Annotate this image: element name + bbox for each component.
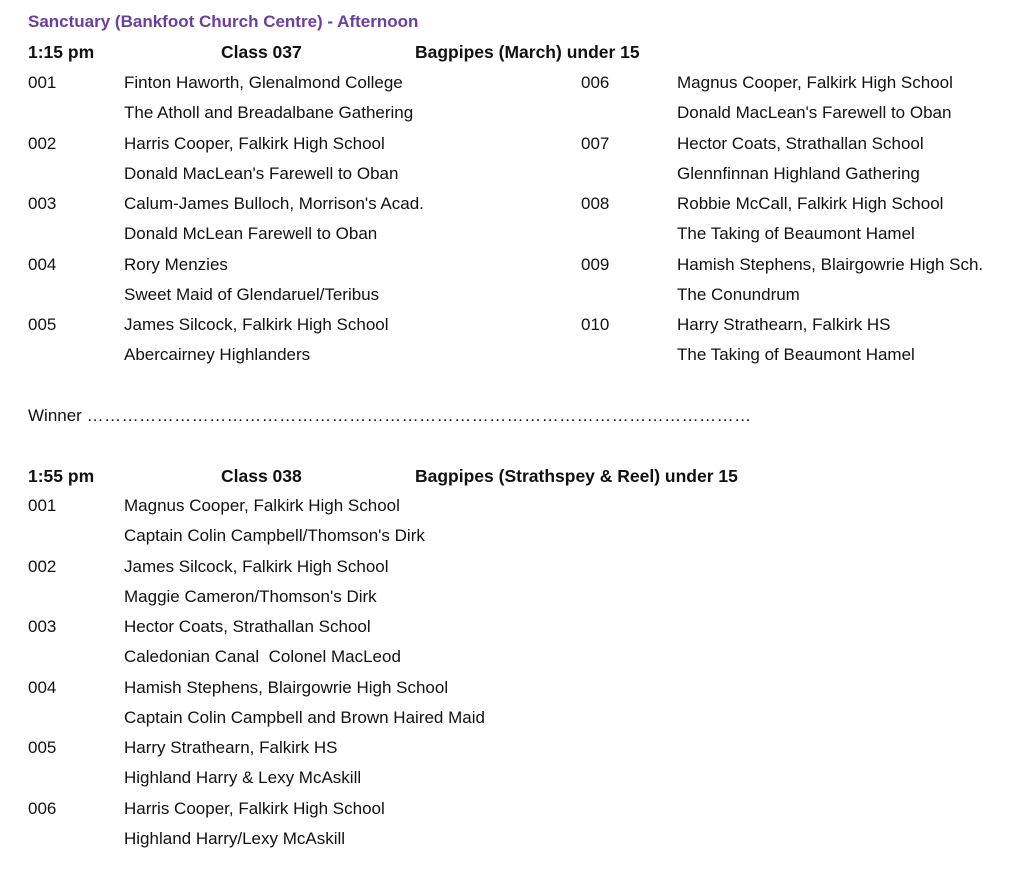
entry-number: 001 bbox=[28, 496, 57, 515]
class-038-number: Class 038 bbox=[221, 466, 302, 486]
entry-tune: Donald MacLean's Farewell to Oban bbox=[124, 163, 399, 183]
entry bbox=[28, 617, 628, 678]
entry bbox=[581, 315, 1021, 376]
entry-tune: Sweet Maid of Glendaruel/Teribus bbox=[124, 284, 380, 304]
class-037-time: 1:15 pm bbox=[28, 42, 95, 62]
class-038-column bbox=[28, 496, 628, 859]
entry-competitor: Robbie McCall, Falkirk High School bbox=[677, 194, 944, 213]
winner-label: Winner bbox=[28, 406, 82, 425]
class-037-title: Bagpipes (March) under 15 bbox=[415, 42, 640, 62]
venue-heading: Sanctuary (Bankfoot Church Centre) - Afternoon bbox=[28, 12, 419, 31]
entry bbox=[581, 255, 1021, 316]
entry-competitor: Hector Coats, Strathallan School bbox=[677, 133, 924, 153]
entry-tune: Glennfinnan Highland Gathering bbox=[677, 163, 920, 183]
entry-number: 006 bbox=[581, 73, 610, 92]
entry-tune: Highland Harry/Lexy McAskill bbox=[124, 828, 346, 848]
entry-competitor: James Silcock, Falkirk High School bbox=[124, 556, 389, 576]
entry-number: 005 bbox=[28, 315, 57, 334]
class-038-title: Bagpipes (Strathspey & Reel) under 15 bbox=[415, 466, 738, 486]
entry-number: 002 bbox=[28, 133, 57, 153]
entry-tune: The Conundrum bbox=[677, 284, 800, 304]
entry-tune: The Taking of Beaumont Hamel bbox=[677, 345, 915, 364]
entry-number: 004 bbox=[28, 254, 57, 274]
entry-tune: Caledonian Canal Colonel MacLeod bbox=[124, 647, 401, 666]
entry-competitor: Hamish Stephens, Blairgowrie High Sch. bbox=[677, 254, 984, 274]
entry-tune: Donald MacLean's Farewell to Oban bbox=[677, 103, 952, 122]
entry-number: 003 bbox=[28, 194, 57, 213]
entry-number: 008 bbox=[581, 194, 610, 213]
entry bbox=[28, 496, 628, 557]
entry-competitor: Harry Strathearn, Falkirk HS bbox=[677, 315, 891, 334]
entry-tune: Maggie Cameron/Thomson's Dirk bbox=[124, 586, 377, 606]
entry-number: 006 bbox=[28, 798, 57, 818]
entry-competitor: Rory Menzies bbox=[124, 254, 228, 274]
entry bbox=[581, 194, 1021, 255]
entry-competitor: Finton Haworth, Glenalmond College bbox=[124, 73, 403, 92]
entry-competitor: Harris Cooper, Falkirk High School bbox=[124, 798, 385, 818]
entry-number: 005 bbox=[28, 738, 57, 757]
entry-number: 002 bbox=[28, 556, 57, 576]
entry-number: 009 bbox=[581, 254, 610, 274]
entry-competitor: Magnus Cooper, Falkirk High School bbox=[677, 73, 953, 92]
entry-competitor: James Silcock, Falkirk High School bbox=[124, 315, 389, 334]
entry bbox=[581, 73, 1021, 134]
entry-number: 001 bbox=[28, 73, 57, 92]
class-037-right-column bbox=[581, 73, 1021, 376]
entry bbox=[28, 73, 528, 134]
entry bbox=[581, 134, 1021, 195]
entry-competitor: Harris Cooper, Falkirk High School bbox=[124, 133, 385, 153]
entry-number: 004 bbox=[28, 677, 57, 697]
entry-competitor: Harry Strathearn, Falkirk HS bbox=[124, 738, 338, 757]
entry bbox=[28, 557, 628, 618]
entry bbox=[28, 678, 628, 739]
entry-tune: Captain Colin Campbell/Thomson's Dirk bbox=[124, 526, 425, 545]
entry bbox=[28, 255, 528, 316]
class-037-number: Class 037 bbox=[221, 42, 302, 62]
entry-competitor: Magnus Cooper, Falkirk High School bbox=[124, 496, 400, 515]
entry-tune: Highland Harry & Lexy McAskill bbox=[124, 768, 362, 787]
entry bbox=[28, 738, 628, 799]
entry-competitor: Hamish Stephens, Blairgowrie High School bbox=[124, 677, 449, 697]
entry-tune: The Taking of Beaumont Hamel bbox=[677, 224, 915, 243]
entry-tune: Abercairney Highlanders bbox=[124, 345, 311, 364]
entry bbox=[28, 194, 528, 255]
entry-number: 010 bbox=[581, 315, 610, 334]
entry-number: 003 bbox=[28, 617, 57, 636]
class-038-time: 1:55 pm bbox=[28, 466, 95, 486]
entry-number: 007 bbox=[581, 133, 610, 153]
entry-competitor: Calum-James Bulloch, Morrison's Acad. bbox=[124, 194, 424, 213]
winner-dotted-line: …………………………………………………………………………………………………… bbox=[86, 406, 752, 425]
entry bbox=[28, 315, 528, 376]
entry-tune: Captain Colin Campbell and Brown Haired Maid bbox=[124, 707, 485, 727]
entry-tune: The Atholl and Breadalbane Gathering bbox=[124, 103, 414, 122]
entry-tune: Donald McLean Farewell to Oban bbox=[124, 224, 378, 243]
entry-competitor: Hector Coats, Strathallan School bbox=[124, 617, 371, 636]
entry bbox=[28, 134, 528, 195]
winner-line bbox=[28, 406, 752, 426]
entry bbox=[28, 799, 628, 860]
class-037-left-column bbox=[28, 73, 528, 376]
